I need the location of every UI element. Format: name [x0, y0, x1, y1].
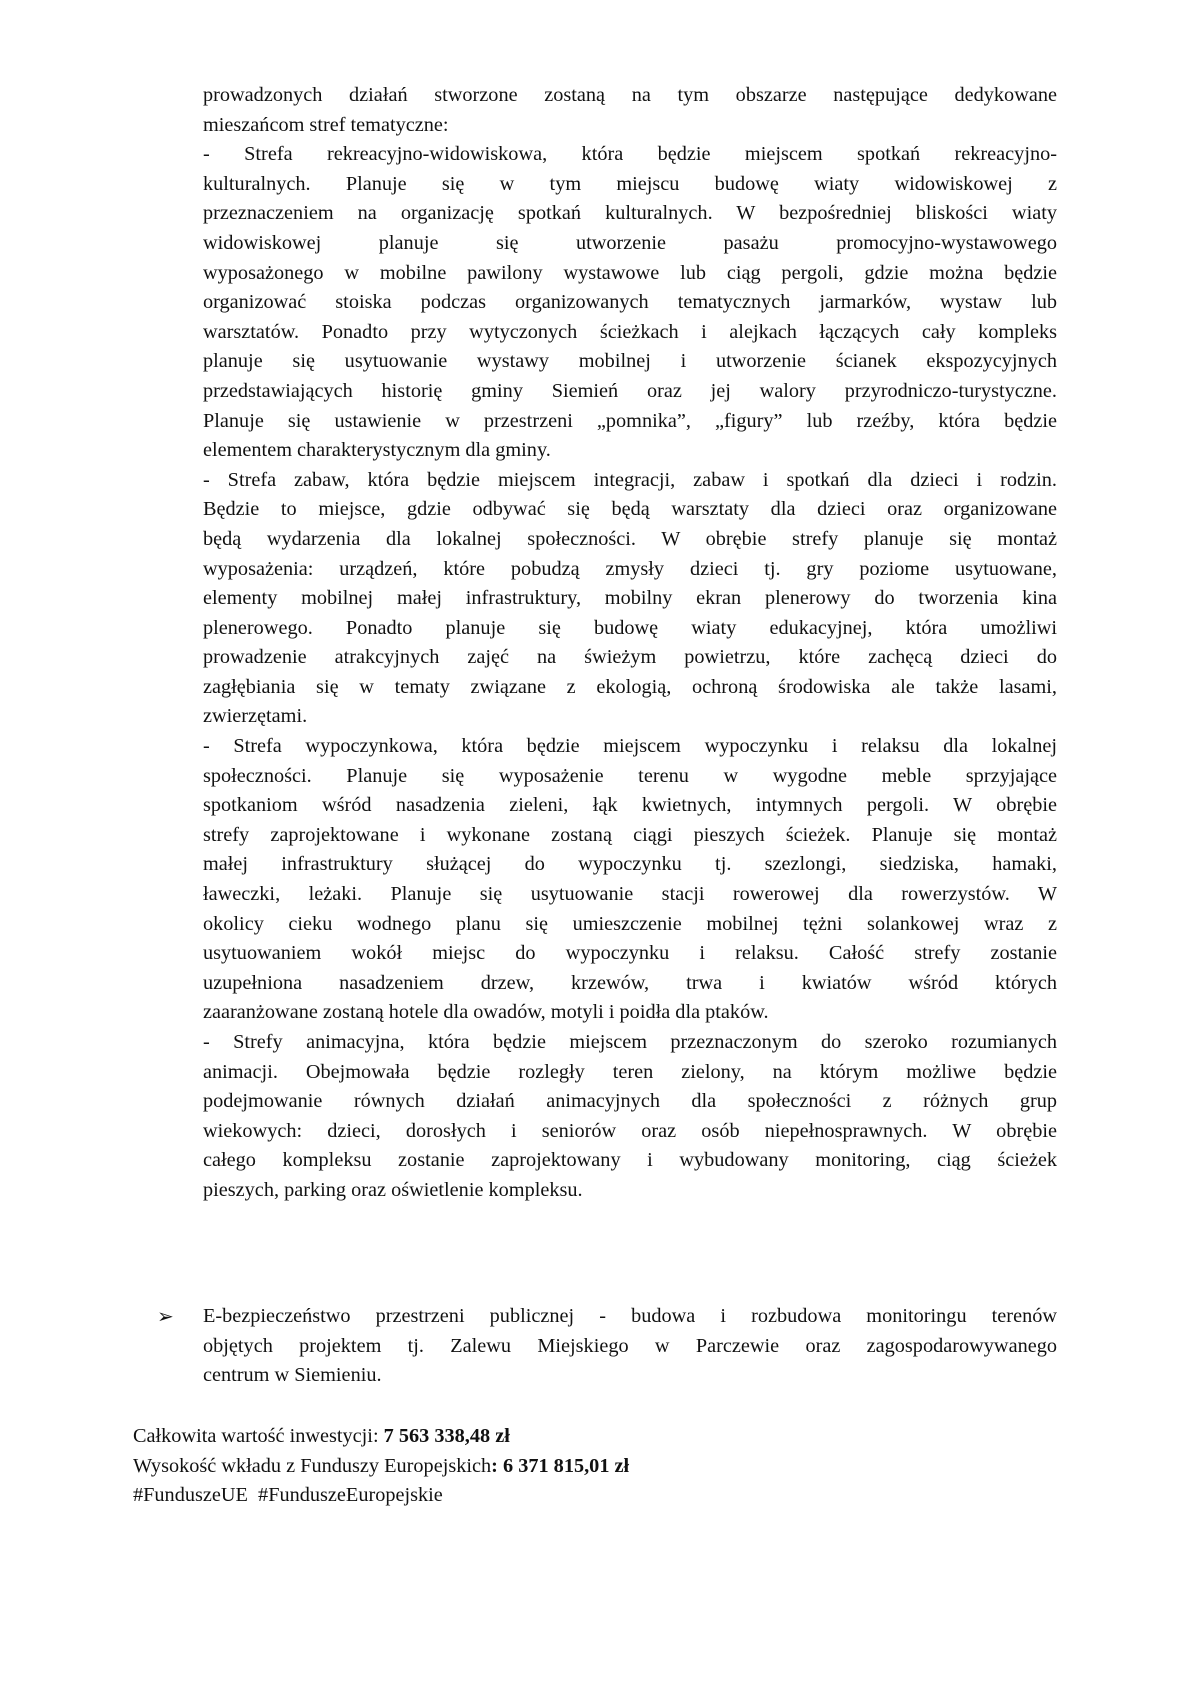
total-value-line — [133, 1422, 1033, 1452]
text-line: podejmowanie równych działań animacyjnych dla społeczności z różnych grup — [203, 1090, 1057, 1113]
text-line: okolicy cieku wodnego planu się umieszczenie mobilnej tężni solankowej wraz z — [203, 912, 1057, 935]
text-line: elementy mobilnej małej infrastruktury, mobilny ekran plenerowy do tworzenia kina — [203, 587, 1057, 610]
text-line: Będzie to miejsce, gdzie odbywać się będą warsztaty dla dzieci oraz organizowane — [203, 498, 1057, 521]
text-line: przeznaczeniem na organizację spotkań kulturalnych. W bezpośredniej bliskości wiaty — [203, 202, 1057, 225]
text-line: mieszańcom stref tematyczne: — [203, 113, 449, 136]
text-line: spotkaniom wśród nasadzenia zieleni, łąk kwietnych, intymnych pergoli. W obrębie — [203, 794, 1057, 817]
text-line: - Strefy animacyjna, która będzie miejscem przeznaczonym do szeroko rozumianych — [203, 1031, 1057, 1053]
text-line: usytuowaniem wokół miejsc do wypoczynku i relaksu. Całość strefy zostanie — [203, 942, 1057, 965]
text-line: będą wydarzenia dla lokalnej społeczności. W obrębie strefy planuje się montaż — [203, 527, 1057, 550]
text-line: zaaranżowane zostaną hotele dla owadów, motyli i poidła dla ptaków. — [203, 1001, 769, 1024]
text-line: wiekowych: dzieci, dorosłych i seniorów oraz osób niepełnosprawnych. W obrębie — [203, 1119, 1057, 1142]
total-value-label: Całkowita wartość inwestycji: — [133, 1425, 384, 1447]
eu-contribution-line — [133, 1452, 1033, 1482]
text-line: wyposażenia: urządzeń, które pobudzą zmysły dzieci tj. gry poziome usytuowane, — [203, 557, 1057, 580]
text-line: małej infrastruktury służącej do wypoczynku tj. szezlongi, siedziska, hamaki, — [203, 853, 1057, 876]
investment-summary — [133, 1422, 1033, 1511]
bullet-text-line: objętych projektem tj. Zalewu Miejskiego w Parczewie oraz zagospodarowywanego — [203, 1334, 1057, 1357]
text-line: zagłębiania się w tematy związane z ekologią, ochroną środowiska ale także lasami, — [203, 675, 1057, 698]
text-line: animacji. Obejmowała będzie rozległy teren zielony, na którym możliwe będzie — [203, 1060, 1057, 1083]
bullet-item-e-security — [157, 1302, 1057, 1391]
text-line: elementem charakterystycznym dla gminy. — [203, 439, 551, 462]
text-line: - Strefa rekreacyjno-widowiskowa, która będzie miejscem spotkań rekreacyjno- — [203, 143, 1057, 166]
text-line: uzupełniona nasadzeniem drzew, krzewów, trwa i kwiatów wśród których — [203, 971, 1057, 994]
eu-contribution-amount: : 6 371 815,01 zł — [491, 1454, 630, 1477]
text-line: przedstawiających historię gminy Siemień oraz jej walory przyrodniczo-turystyczne. — [203, 379, 1057, 402]
text-line: całego kompleksu zostanie zaprojektowany i wybudowany monitoring, ciąg ścieżek — [203, 1149, 1057, 1172]
text-line: kulturalnych. Planuje się w tym miejscu budowę wiaty widowiskowej z — [203, 172, 1057, 195]
text-line: społeczności. Planuje się wyposażenie terenu w wygodne meble sprzyjające — [203, 764, 1057, 787]
total-value-amount: 7 563 338,48 zł — [383, 1425, 510, 1447]
text-line: prowadzenie atrakcyjnych zajęć na świeżym powietrzu, które zachęcą dzieci do — [203, 646, 1057, 669]
body-text — [203, 81, 1057, 1206]
text-line: prowadzonych działań stworzone zostaną na tym obszarze następujące dedykowane — [203, 84, 1057, 106]
text-line: pieszych, parking oraz oświetlenie kompleksu. — [203, 1178, 583, 1201]
text-line: widowiskowej planuje się utworzenie pasażu promocyjno-wystawowego — [203, 231, 1057, 254]
arrowhead-bullet-icon: ➢ — [157, 1304, 174, 1328]
text-line: Planuje się ustawienie w przestrzeni „pomnika”, „figury” lub rzeźby, która będzie — [203, 409, 1057, 432]
bullet-text-line: centrum w Siemieniu. — [203, 1364, 382, 1387]
eu-contribution-label: Wysokość wkładu z Funduszy Europejskich — [133, 1454, 492, 1477]
text-line: organizować stoiska podczas organizowanych tematycznych jarmarków, wystaw lub — [203, 291, 1057, 314]
text-line: zwierzętami. — [203, 705, 308, 728]
hashtags: #FunduszeUE #FunduszeEuropejskie — [133, 1484, 443, 1507]
text-line: plenerowego. Ponadto planuje się budowę wiaty edukacyjnej, która umożliwi — [203, 616, 1057, 639]
bullet-text-line: E-bezpieczeństwo przestrzeni publicznej - budowa i rozbudowa monitoringu terenów — [203, 1305, 1057, 1327]
text-line: strefy zaprojektowane i wykonane zostaną ciągi pieszych ścieżek. Planuje się montaż — [203, 823, 1057, 846]
text-line: warsztatów. Ponadto przy wytyczonych ścieżkach i alejkach łączących cały kompleks — [203, 320, 1057, 343]
text-line: - Strefa wypoczynkowa, która będzie miejscem wypoczynku i relaksu dla lokalnej — [203, 735, 1057, 758]
bullet-text — [203, 1302, 1057, 1391]
text-line: planuje się usytuowanie wystawy mobilnej i utworzenie ścianek ekspozycyjnych — [203, 350, 1057, 373]
text-line: ławeczki, leżaki. Planuje się usytuowanie stacji rowerowej dla rowerzystów. W — [203, 883, 1057, 906]
text-line: wyposażonego w mobilne pawilony wystawowe lub ciąg pergoli, gdzie można będzie — [203, 261, 1057, 284]
text-line: - Strefa zabaw, która będzie miejscem integracji, zabaw i spotkań dla dzieci i rodzin. — [203, 468, 1057, 491]
